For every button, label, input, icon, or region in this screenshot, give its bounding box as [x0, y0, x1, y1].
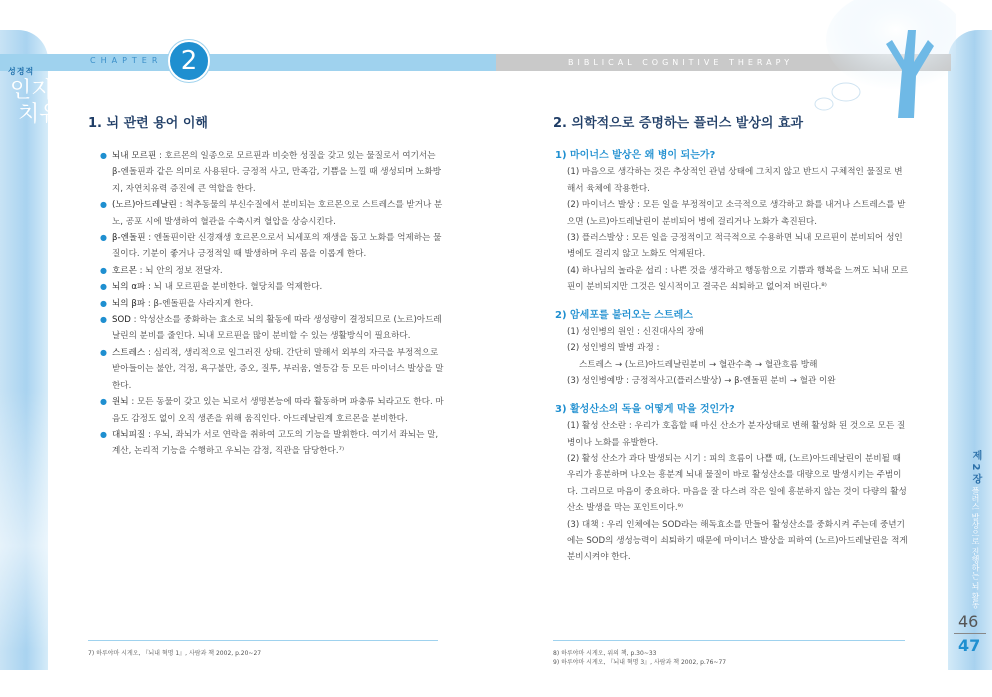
- right-page-body: [555, 148, 910, 578]
- section-title: 1) 마이너스 발상은 왜 병이 되는가?: [555, 150, 716, 161]
- side-title-line1: 인지: [10, 78, 53, 103]
- list-item: (3) 대책 : 우리 인체에는 SOD라는 해독효소를 만들어 활성산소를 중화시켜 주는데 중년기에는 SOD의 생성능력이 쇠퇴하기 때문에 마이너스 발상을 피하여 (노르)아드레날린을 적게 분비시켜야 한다.: [567, 519, 908, 563]
- page-number-divider: [954, 633, 986, 634]
- list-item: [100, 427, 445, 460]
- term-desc: : 심리적, 생리적으로 일그러진 상태. 간단히 말해서 외부의 자극을 부정적으로 받아들이는 불안, 걱정, 욕구불만, 증오, 질투, 부러움, 열등감 등 모든 마이너스 발상을 말한다.: [112, 347, 444, 391]
- term-desc: : 호르몬의 일종으로 모르핀과 비슷한 성질을 갖고 있는 물질로서 여기서는 β-엔돌핀과 같은 의미로 사용된다. 긍정적 사고, 만족감, 기쁨을 느낄 때 생성되며 노화방지, 자연치유력 증진에 큰 역할을 한다.: [112, 151, 442, 194]
- term-list: [100, 148, 445, 460]
- term-name: 뇌내 모르핀: [112, 151, 157, 161]
- tree-illustration: [806, 0, 956, 120]
- term-name: β-엔돌핀: [112, 233, 146, 244]
- term-name: 대뇌피질: [112, 429, 146, 440]
- list-item: (2) 활성 산소가 과다 발생되는 시기 : 피의 흐름이 나쁠 때, (노르)아드레날린이 분비될 때 우리가 흥분하며 나오는 흥분계 뇌내 물질이 바로 활성산소를 대량으로 발생시키는 주범이다. 그러므로 마음이 중요하다. 마음을 잘 다스려 작은 일에 흥분하지 않는 것이 다량의 활성 산소 발생을 막는 포인트이다.⁹⁾: [567, 453, 907, 514]
- list-item: [100, 230, 445, 263]
- list-item: [100, 197, 445, 230]
- footnote-divider-right: [553, 640, 905, 641]
- term-name: SOD: [112, 315, 131, 326]
- term-name: 뇌의 α파: [112, 282, 146, 293]
- footnote-left: 7) 하루야마 시게오, 『뇌내 혁명 1』, 사람과 책 2002, p.20~27: [88, 650, 262, 657]
- section-list: [567, 418, 910, 566]
- right-tab-chapter-marker: 제 2 장: [970, 450, 981, 484]
- side-title-line2: 치유: [18, 102, 61, 127]
- right-tab-chapter-title: 플러스 발상으로 진행하는 뇌 활동: [971, 486, 980, 609]
- page-number-right: 47: [958, 636, 981, 655]
- section: [555, 308, 910, 390]
- list-item: [100, 345, 445, 394]
- chapter-number-badge: 2: [168, 40, 210, 82]
- term-desc: : 모든 동물이 갖고 있는 뇌로서 생명본능에 따라 활동하며 파충류 뇌라고도 한다. 마음도 감정도 없이 오직 생존을 위해 움직인다. 아드레날린계 호르몬을 분비한다.: [112, 397, 444, 424]
- term-desc: : 엔돌핀이란 신경재생 호르몬으로서 뇌세포의 재생을 돕고 노화를 억제하는 물질이다. 기분이 좋거나 긍정적일 때 발생하며 우리 몸을 이롭게 한다.: [112, 233, 442, 260]
- section-list: [567, 324, 910, 390]
- term-desc: : 뇌 안의 정보 전달자.: [139, 265, 223, 276]
- chapter-label: CHAPTER: [90, 56, 163, 65]
- footnote-right: 8) 하루야마 시게오, 위의 책, p.30~33: [553, 650, 657, 657]
- term-desc: : 우뇌, 좌뇌가 서로 연락을 취하여 고도의 기능을 발휘한다. 여기서 좌뇌는 말, 계산, 논리적 기능을 수행하고 우뇌는 감정, 직관을 담당한다.⁷⁾: [112, 429, 439, 457]
- page-number-left: 46: [958, 612, 979, 631]
- right-page-heading: 2. 의학적으로 증명하는 플러스 발상의 효과: [553, 116, 804, 131]
- left-tab-glow: [0, 390, 48, 650]
- list-item: [100, 394, 445, 427]
- list-item: [100, 296, 445, 312]
- footnote-right: 9) 하루야마 시게오, 『뇌내 혁명 3』, 사람과 책 2002, p.76~77: [553, 659, 727, 666]
- right-tab-chapter-info: [955, 450, 983, 610]
- list-item: [100, 148, 445, 197]
- list-item: [100, 312, 445, 345]
- term-desc: : 척추동물의 부신수질에서 분비되는 호르몬으로 스트레스를 받거나 분노, 공포 시에 발생하여 혈관을 수축시켜 혈압을 상승시킨다.: [112, 200, 443, 227]
- section: [555, 402, 910, 566]
- term-name: 스트레스: [112, 347, 146, 358]
- footnote-divider-left: [88, 640, 438, 641]
- section-list: [567, 164, 910, 295]
- left-page-heading: 1. 뇌 관련 용어 이해: [88, 116, 208, 131]
- list-item: (1) 마음으로 생각하는 것은 추상적인 관념 상태에 그치지 않고 반드시 구체적인 물질로 변해서 육체에 작용한다.: [567, 167, 903, 194]
- side-subtitle: 성경적: [8, 67, 35, 76]
- list-item: (1) 활성 산소란 : 우리가 호흡할 때 마신 산소가 분자상태로 변해 활성화 된 것으로 모든 질병이나 노화를 유발한다.: [567, 421, 906, 448]
- section: [555, 148, 910, 296]
- list-item: 스트레스 → (노르)아드레날린분비 → 혈관수축 → 혈관흐름 방해: [579, 359, 818, 370]
- section-title: 3) 활성산소의 독을 어떻게 막을 것인가?: [555, 403, 735, 415]
- book-running-title: BIBLICAL COGNITIVE THERAPY: [568, 58, 794, 67]
- list-item: (3) 플러스발상 : 모든 일을 긍정적이고 적극적으로 수용하면 뇌내 모르핀이 분비되어 성인병에도 걸리지 않고 노화도 억제된다.: [567, 233, 903, 260]
- chapter-band: [0, 54, 500, 71]
- section-title: 2) 암세포를 불러오는 스트레스: [555, 309, 693, 321]
- list-item: (3) 성인병예방 : 긍정적사고(플러스발상) → β-엔돌핀 분비 → 혈관 이완: [567, 376, 836, 387]
- term-desc: : 뇌 내 모르핀을 분비한다. 혈당치를 억제한다.: [148, 282, 323, 293]
- term-name: 뇌의 β파: [112, 298, 146, 309]
- list-item: (1) 성인병의 원인 : 신진대사의 장애: [567, 327, 704, 338]
- term-name: 호르몬: [112, 265, 137, 276]
- list-item: [100, 279, 445, 295]
- list-item: (2) 마이너스 발상 : 모든 일을 부정적이고 소극적으로 생각하고 화를 내거나 스트레스를 받으면 (노르)아드레날린이 분비되어 병에 걸리거나 노화가 촉진된다.: [567, 200, 906, 227]
- list-item: (2) 성인병의 발병 과정 :: [567, 343, 660, 354]
- list-item: (4) 하나님의 놀라운 섭리 : 나쁜 것을 생각하고 행동함으로 기쁨과 행복을 느껴도 뇌내 모르핀이 분비되지만 그것은 일시적이고 결국은 쇠퇴하고 없어져 버린다.⁸⁾: [567, 265, 909, 293]
- list-item: [100, 263, 445, 279]
- term-desc: : 악성산소를 중화하는 효소로 뇌의 활동에 따라 생성량이 결정되므로 (노르)아드레날린의 분비를 줄인다. 뇌내 모르핀을 많이 분비할 수 있는 생활방식이 필요하다.: [112, 315, 442, 342]
- term-name: (노르)아드레날린: [112, 200, 177, 211]
- term-desc: : β-엔돌핀을 사라지게 한다.: [147, 298, 254, 309]
- term-name: 원뇌: [112, 397, 129, 408]
